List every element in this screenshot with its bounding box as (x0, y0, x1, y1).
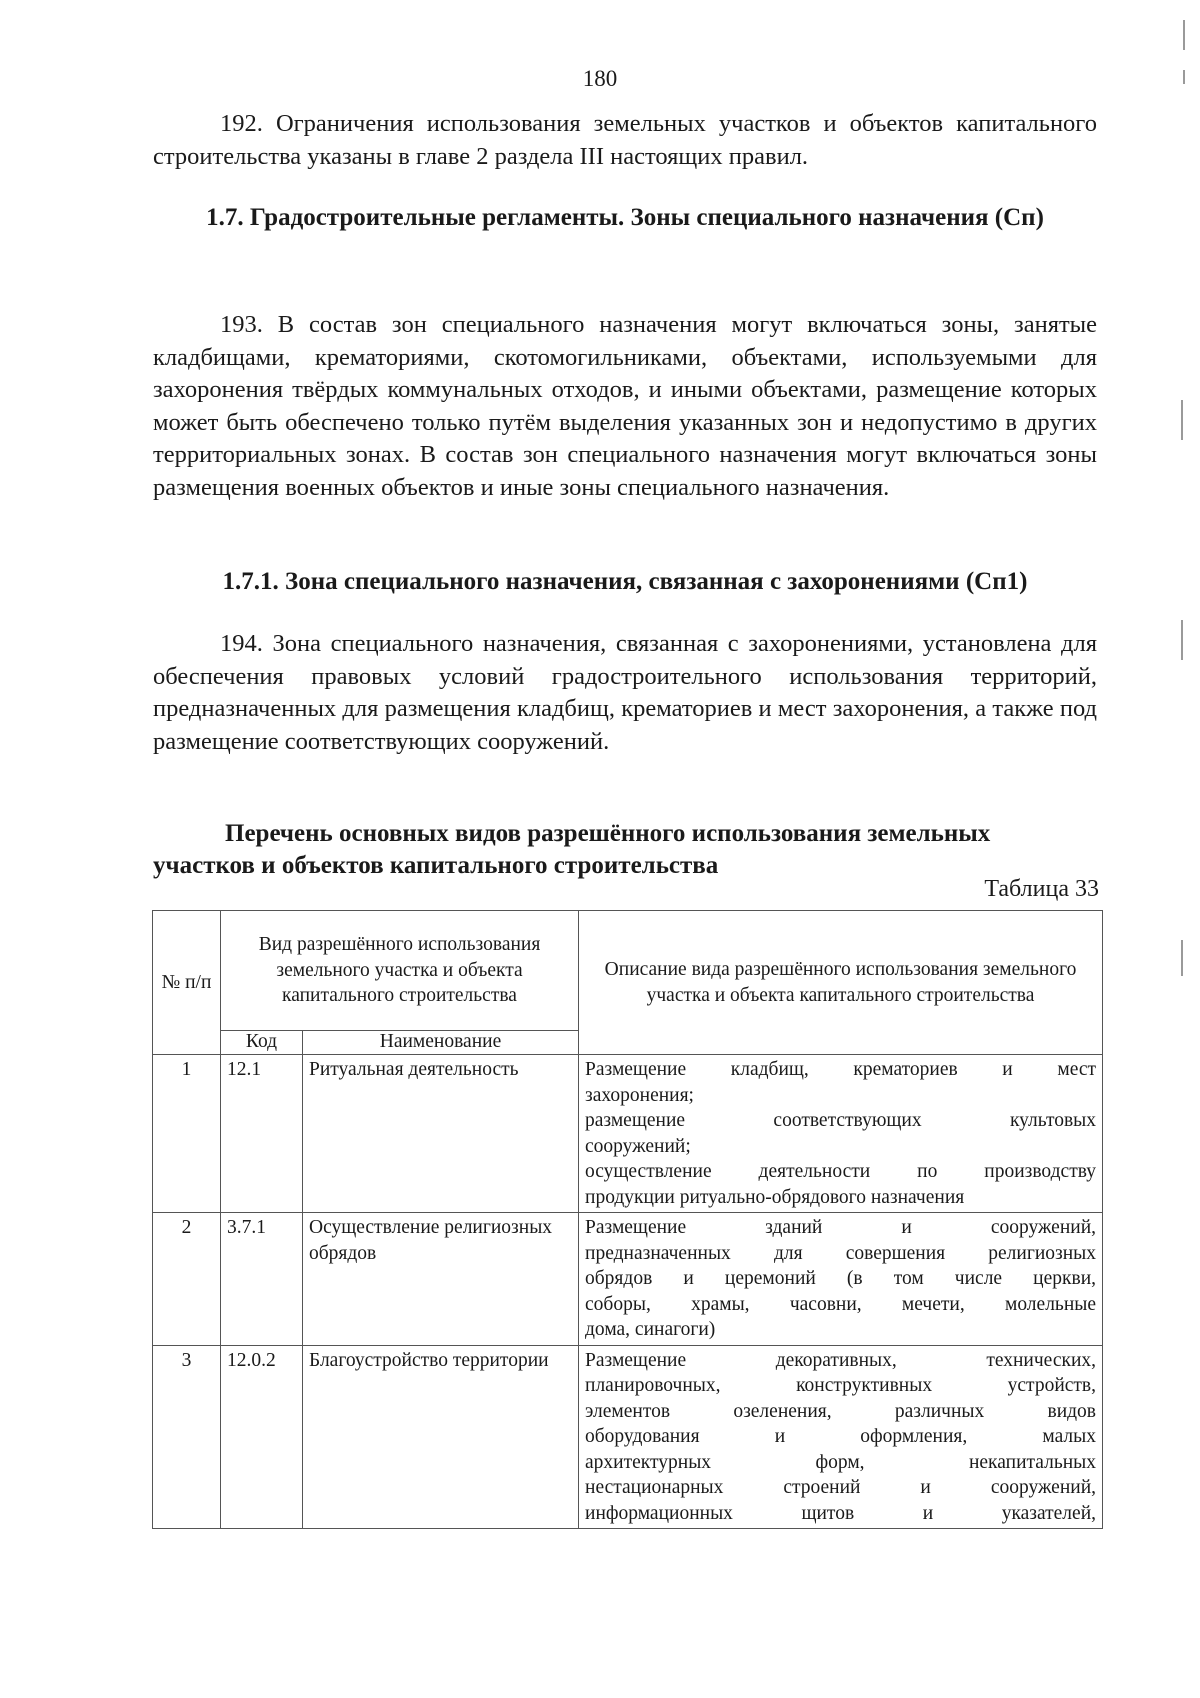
description-line: сооружений; (585, 1135, 691, 1157)
section-heading-1-7: 1.7. Градостроительные регламенты. Зоны специального назначения (Сп) (206, 204, 1044, 231)
header-code: Код (221, 1031, 303, 1055)
row-num: 2 (153, 1213, 221, 1346)
scan-mark (1181, 940, 1183, 976)
paragraph-193: 193. В состав зон специального назначения могут включаться зоны, занятые кладбищами, крематориями, скотомогильниками, объектами, используемыми для захоронения твёрдых коммунальных отходов, и иными объектами, размещение которых может быть обеспечено только путём выделения указанных зон и недопустимо в других территориальных зонах. В состав зон специального назначения могут включаться зоны размещения военных объектов и иные зоны специального назначения. (153, 311, 1097, 501)
row-description (579, 1055, 1103, 1213)
header-description: Описание вида разрешённого использования земельного участка и объекта капитального строительства (579, 911, 1103, 1055)
description-line: дома, синагоги) (585, 1319, 716, 1340)
description-line: Размещение кладбищ, крематориев и мест (585, 1059, 1097, 1080)
scan-mark (1183, 20, 1185, 50)
table-row (153, 1213, 1103, 1346)
row-code: 3.7.1 (221, 1213, 303, 1346)
scan-mark (1183, 70, 1185, 84)
description-line: Размещение декоративных, технических, (585, 1349, 1097, 1371)
section-heading-1-7-1: 1.7.1. Зона специального назначения, связанная с захоронениями (Сп1) (222, 568, 1028, 595)
row-code: 12.0.2 (221, 1345, 303, 1529)
row-name: Благоустройство территории (303, 1345, 579, 1529)
description-line: оборудования и оформления, малых (585, 1426, 1097, 1447)
description-line: информационных щитов и указателей, (585, 1502, 1097, 1524)
page-number: 180 (582, 66, 618, 91)
scan-mark (1181, 400, 1183, 440)
table-row (153, 1345, 1103, 1529)
paragraph-194: 194. Зона специального назначения, связанная с захоронениями, установлена для обеспечения правовых условий градостроительного использования территорий, предназначенных для размещения кладбищ, крематориев и мест захоронения, а также под размещение соответствующих сооружений. (153, 630, 1097, 755)
description-line: планировочных, конструктивных устройств, (585, 1375, 1097, 1396)
description-line: нестационарных строений и сооружений, (585, 1477, 1097, 1498)
description-line: Размещение зданий и сооружений, (585, 1217, 1097, 1238)
row-num: 3 (153, 1345, 221, 1529)
paragraph-192: 192. Ограничения использования земельных участков и объектов капитального строительства указаны в главе 2 раздела III настоящих правил. (153, 110, 1097, 170)
description-line: продукции ритуально-обрядового назначения (585, 1186, 965, 1208)
header-num: № п/п (153, 911, 221, 1055)
description-line: архитектурных форм, некапитальных (585, 1451, 1097, 1473)
row-code: 12.1 (221, 1055, 303, 1213)
row-description (579, 1213, 1103, 1346)
row-name: Осуществление религиозных обрядов (303, 1213, 579, 1346)
permitted-use-table (152, 910, 1103, 1529)
description-line: осуществление деятельности по производству (585, 1161, 1097, 1182)
table-row (153, 1055, 1103, 1213)
row-num: 1 (153, 1055, 221, 1213)
scan-mark (1181, 620, 1183, 660)
row-description (579, 1345, 1103, 1529)
row-name: Ритуальная деятельность (303, 1055, 579, 1213)
header-name: Наименование (303, 1031, 579, 1055)
header-kind: Вид разрешённого использования земельного участка и объекта капитального строительства (221, 911, 579, 1031)
description-line: обрядов и церемоний (в том числе церкви, (585, 1268, 1097, 1289)
description-line: соборы, храмы, часовни, мечети, молельные (585, 1293, 1097, 1315)
description-line: элементов озеленения, различных видов (585, 1400, 1097, 1422)
table-number: Таблица 33 (984, 876, 1099, 902)
description-line: захоронения; (585, 1084, 694, 1106)
description-line: предназначенных для совершения религиозных (585, 1242, 1097, 1264)
table-caption: Перечень основных видов разрешённого использования земельных участков и объектов капитального строительства (153, 820, 991, 879)
description-line: размещение соответствующих культовых (585, 1110, 1097, 1131)
